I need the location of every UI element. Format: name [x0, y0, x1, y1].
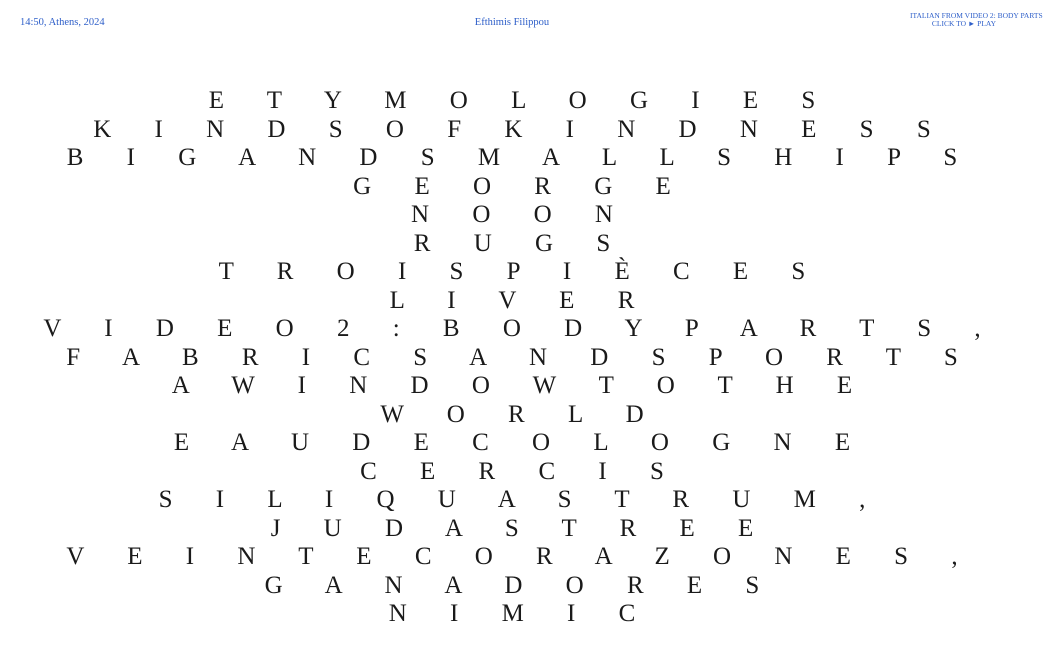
timestamp-location: 14:50, Athens, 2024 — [20, 17, 105, 28]
poem-line: E A U D E C O L O G N E — [173, 429, 851, 456]
poem-line: C E R C I S — [360, 457, 664, 485]
poem-line: V I D E O 2 : B O D Y P A R T S , — [43, 315, 981, 342]
poem-line: L I V E R — [389, 286, 635, 314]
poem-line: R U G S — [413, 229, 611, 257]
poem-line: J U D A S T R E E — [270, 514, 754, 542]
poem-line: W O R L D — [380, 400, 644, 428]
play-button-label[interactable]: CLICK TO ► PLAY — [931, 19, 997, 28]
author-name[interactable]: Efthimis Filippou — [474, 17, 550, 28]
poem-line: G E O R G E — [353, 172, 671, 200]
poem-line: S I L I Q U A S T R U M , — [158, 486, 866, 513]
header-bar — [0, 0, 1043, 40]
video-play-control[interactable] — [910, 11, 1043, 28]
poem-line: F A B R I C S A N D S P O R T S — [66, 343, 958, 371]
poem-line: T R O I S P I È C E S — [218, 258, 806, 285]
poem-line: E T Y M O L O G I E S — [208, 87, 816, 114]
poem-text — [0, 87, 1024, 629]
poem-line: B I G A N D S M A L L S H I P S — [66, 144, 958, 171]
poem-line: G A N A D O R E S — [264, 571, 760, 599]
poem-line: A W I N D O W T O T H E — [171, 372, 853, 399]
poem-line: N O O N — [411, 201, 613, 228]
poem-line: K I N D S O F K I N D N E S S — [93, 115, 931, 143]
video-ticker: ITALIAN FROM VIDEO 2: BODY PARTS — [910, 11, 1043, 20]
poem-line: V E I N T E C O R A Z O N E S , — [66, 543, 958, 570]
poem-line: N I M I C — [388, 600, 636, 627]
